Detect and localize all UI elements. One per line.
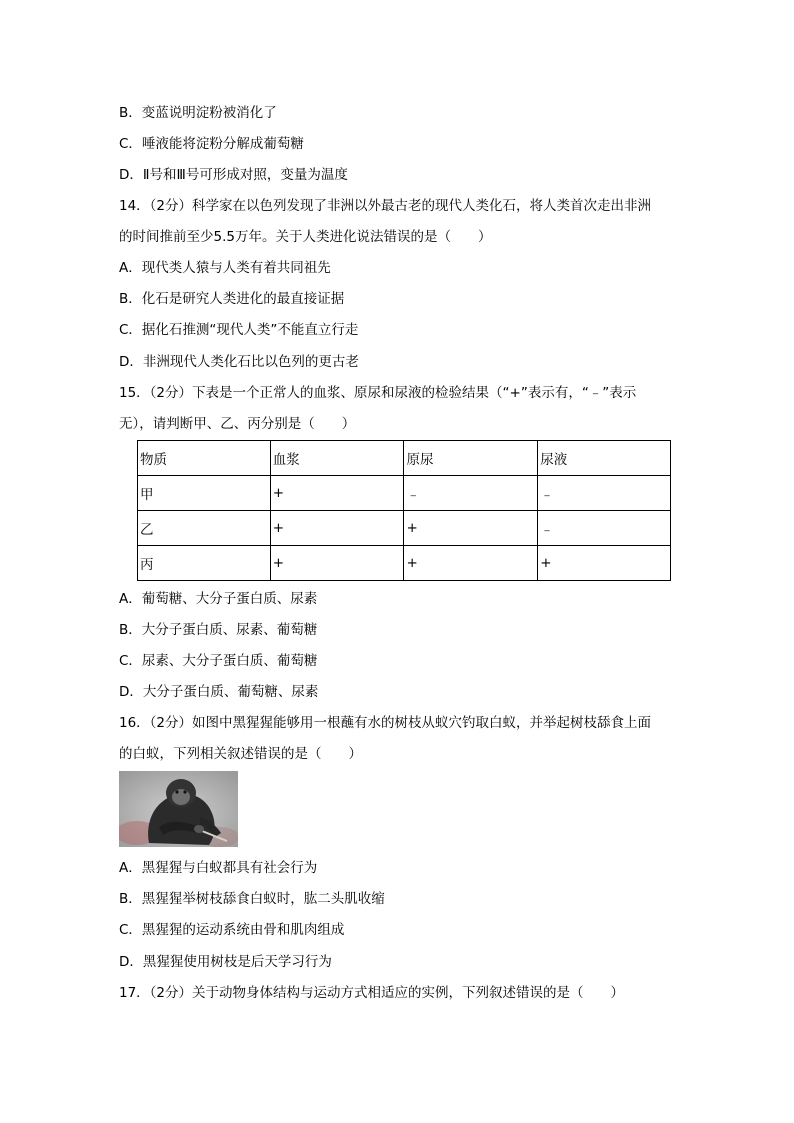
table-header-cell: 物质 xyxy=(138,441,271,476)
table-row xyxy=(138,546,671,581)
q13-option-b: B．变蓝说明淀粉被消化了 xyxy=(119,105,277,121)
q15-option-a: A．葡萄糖、大分子蛋白质、尿素 xyxy=(119,591,318,607)
q16-stem-line2: 的白蚁，下列相关叙述错误的是（ ） xyxy=(119,746,362,762)
q16-option-d: D．黑猩猩使用树枝是后天学习行为 xyxy=(119,954,332,970)
chimpanzee-photo xyxy=(119,771,238,847)
table-header-row xyxy=(138,441,671,476)
q15-option-d: D．大分子蛋白质、葡萄糖、尿素 xyxy=(119,684,319,700)
table-header-cell: 原尿 xyxy=(404,441,538,476)
q14-option-c: C．据化石推测“现代人类”不能直立行走 xyxy=(119,322,359,338)
q15-option-b: B．大分子蛋白质、尿素、葡萄糖 xyxy=(119,622,318,638)
q14-option-a: A．现代类人猿与人类有着共同祖先 xyxy=(119,260,331,276)
table-row xyxy=(138,476,671,511)
q16-option-a: A．黑猩猩与白蚁都具有社会行为 xyxy=(119,860,318,876)
table-cell: + xyxy=(404,546,538,581)
q14-stem-line2: 的时间推前至少5.5万年。关于人类进化说法错误的是（ ） xyxy=(119,229,492,245)
urine-test-table xyxy=(137,440,671,581)
table-cell: ﹣ xyxy=(538,476,671,511)
table-cell: + xyxy=(538,546,671,581)
table-cell: + xyxy=(270,511,404,546)
q13-option-c: C．唾液能将淀粉分解成葡萄糖 xyxy=(119,136,304,152)
table-row xyxy=(138,511,671,546)
table-cell: 甲 xyxy=(138,476,271,511)
q16-option-c: C．黑猩猩的运动系统由骨和肌肉组成 xyxy=(119,922,345,938)
chimpanzee-illustration xyxy=(119,771,238,847)
table-cell: + xyxy=(404,511,538,546)
table-header-cell: 血浆 xyxy=(270,441,404,476)
q14-option-d: D．非洲现代人类化石比以色列的更古老 xyxy=(119,354,359,370)
table-cell: 乙 xyxy=(138,511,271,546)
table-cell: ﹣ xyxy=(404,476,538,511)
q16-option-b: B．黑猩猩举树枝舔食白蚁时，肱二头肌收缩 xyxy=(119,891,385,907)
q15-option-c: C．尿素、大分子蛋白质、葡萄糖 xyxy=(119,653,318,669)
table-header-cell: 尿液 xyxy=(538,441,671,476)
q14-option-b: B．化石是研究人类进化的最直接证据 xyxy=(119,291,345,307)
table-cell: + xyxy=(270,546,404,581)
q15-stem-line2: 无），请判断甲、乙、丙分别是（ ） xyxy=(119,416,356,432)
q15-stem-line1: 15．（2分）下表是一个正常人的血浆、原尿和尿液的检验结果（“+”表示有，“﹣”表示 xyxy=(119,385,637,401)
q13-option-d: D．Ⅱ号和Ⅲ号可形成对照，变量为温度 xyxy=(119,167,348,183)
table-cell: 丙 xyxy=(138,546,271,581)
table-cell: ﹣ xyxy=(538,511,671,546)
q16-stem-line1: 16．（2分）如图中黑猩猩能够用一根蘸有水的树枝从蚁穴钓取白蚁，并举起树枝舔食上面 xyxy=(119,715,652,731)
q14-stem-line1: 14．（2分）科学家在以色列发现了非洲以外最古老的现代人类化石，将人类首次走出非洲 xyxy=(119,198,652,214)
table-cell: + xyxy=(270,476,404,511)
q17-stem-line1: 17．（2分）关于动物身体结构与运动方式相适应的实例，下列叙述错误的是（ ） xyxy=(119,985,625,1001)
